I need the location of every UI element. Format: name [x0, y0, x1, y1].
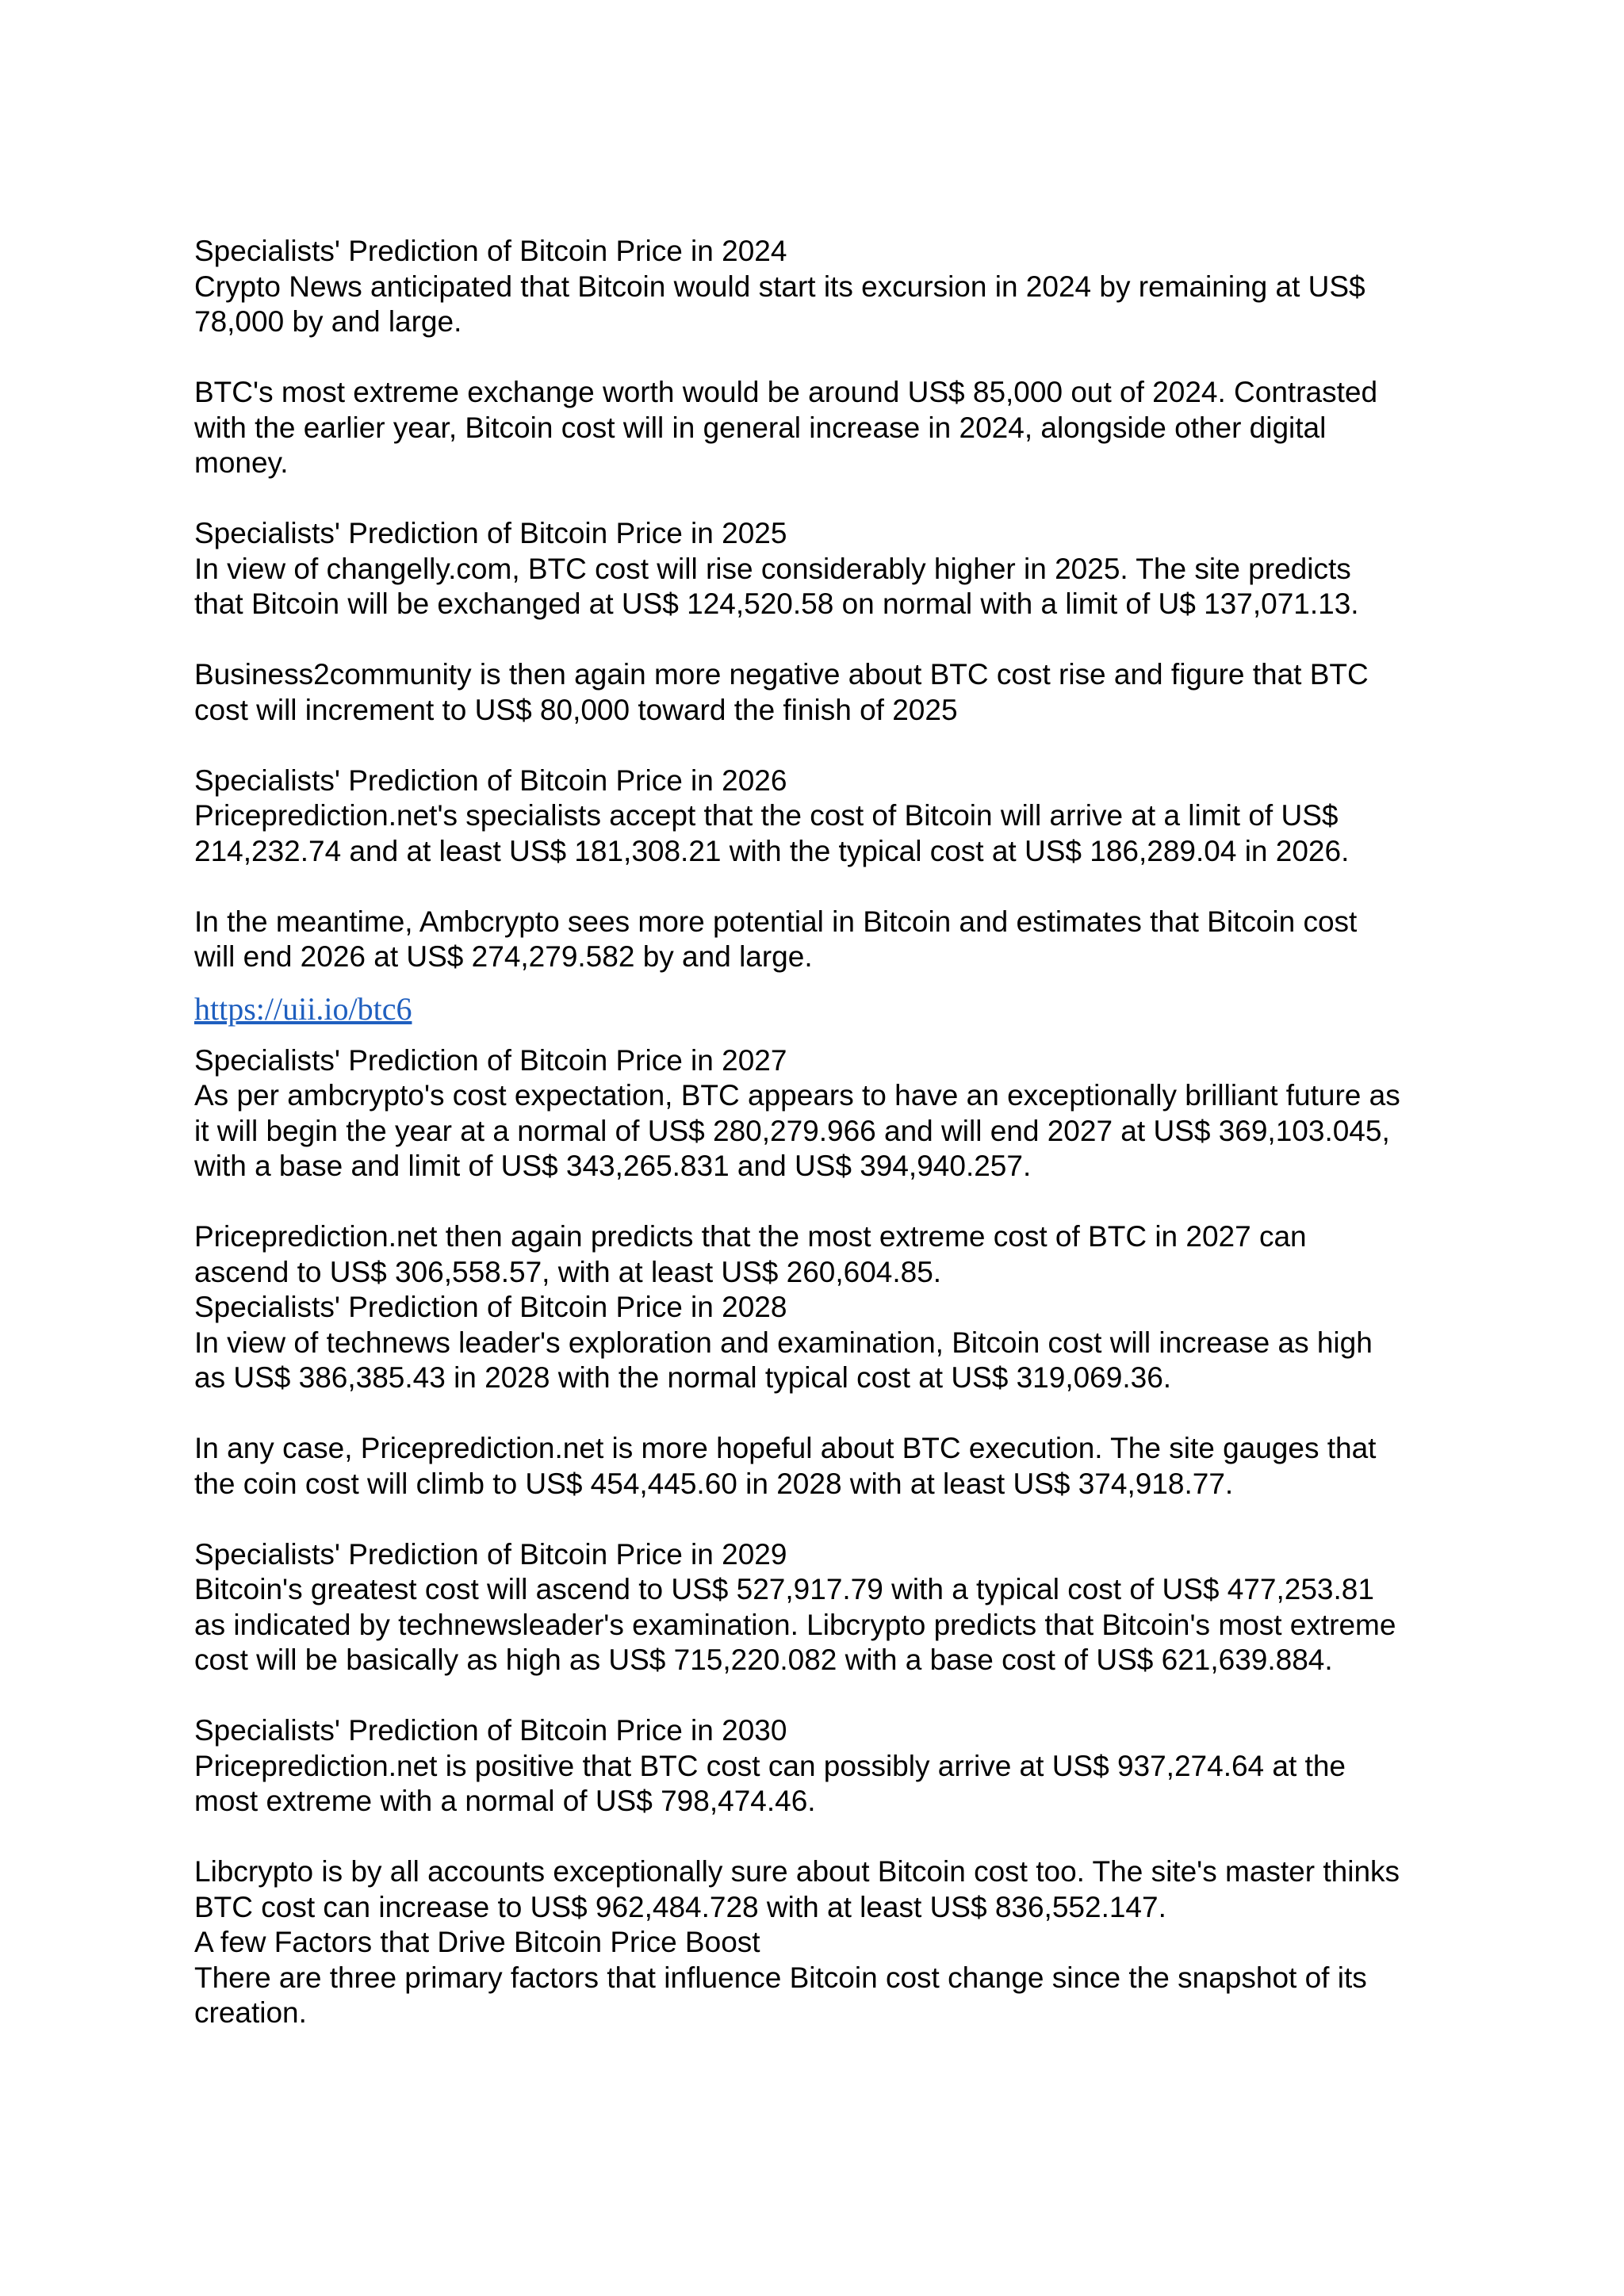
- paragraph-gap: [194, 1678, 1455, 1714]
- paragraph-gap: [194, 1820, 1455, 1855]
- text-line: Specialists' Prediction of Bitcoin Price in 2026: [194, 763, 787, 797]
- text-line: As per ambcrypto's cost expectation, BTC appears to have an exceptionally brilliant future as: [194, 1079, 1400, 1112]
- text-line: Bitcoin's greatest cost will ascend to US$ 527,917.79 with a typical cost of US$ 477,253.81: [194, 1573, 1374, 1605]
- text-line: ascend to US$ 306,558.57, with at least US$ 260,604.85.: [194, 1255, 942, 1288]
- text-line: it will begin the year at a normal of US$ 280,279.966 and will end 2027 at US$ 369,103.045,: [194, 1114, 1390, 1147]
- paragraph-gap: [194, 1396, 1455, 1432]
- paragraph-gap: [194, 622, 1455, 658]
- text-line: the coin cost will climb to US$ 454,445.60 in 2028 with at least US$ 374,918.77.: [194, 1467, 1234, 1500]
- text-line: Priceprediction.net is positive that BTC cost can possibly arrive at US$ 937,274.64 at the: [194, 1749, 1346, 1782]
- text-line: Libcrypto is by all accounts exceptionally sure about Bitcoin cost too. The site's master thinks: [194, 1855, 1400, 1888]
- document-body-top: [194, 234, 1455, 975]
- text-line: Specialists' Prediction of Bitcoin Price in 2025: [194, 517, 787, 549]
- link-line: [194, 975, 1455, 1043]
- paragraph-gap: [194, 728, 1455, 763]
- document-body-bottom: [194, 1043, 1455, 2031]
- text-line: with the earlier year, Bitcoin cost will in general increase in 2024, alongside other digital: [194, 411, 1327, 444]
- text-line: There are three primary factors that influence Bitcoin cost change since the snapshot of its: [194, 1961, 1367, 1994]
- text-line: A few Factors that Drive Bitcoin Price Boost: [194, 1926, 760, 1958]
- text-line: Specialists' Prediction of Bitcoin Price in 2024: [194, 235, 787, 267]
- text-line: Crypto News anticipated that Bitcoin would start its excursion in 2024 by remaining at US$: [194, 270, 1365, 303]
- text-line: cost will increment to US$ 80,000 toward the finish of 2025: [194, 693, 958, 726]
- text-line: BTC cost can increase to US$ 962,484.728 with at least US$ 836,552.147.: [194, 1890, 1166, 1923]
- text-line: Specialists' Prediction of Bitcoin Price in 2030: [194, 1714, 787, 1747]
- text-line: In any case, Priceprediction.net is more hopeful about BTC execution. The site gauges that: [194, 1432, 1377, 1464]
- text-line: with a base and limit of US$ 343,265.831 and US$ 394,940.257.: [194, 1150, 1032, 1182]
- text-line: Specialists' Prediction of Bitcoin Price in 2027: [194, 1043, 787, 1077]
- text-line: Priceprediction.net then again predicts that the most extreme cost of BTC in 2027 can: [194, 1220, 1307, 1253]
- text-line: Business2community is then again more negative about BTC cost rise and figure that BTC: [194, 658, 1369, 691]
- text-line: as US$ 386,385.43 in 2028 with the normal typical cost at US$ 319,069.36.: [194, 1361, 1172, 1394]
- text-line: In the meantime, Ambcrypto sees more potential in Bitcoin and estimates that Bitcoin cost: [194, 905, 1358, 938]
- paragraph-gap: [194, 481, 1455, 517]
- paragraph-gap: [194, 1502, 1455, 1537]
- text-line: 78,000 by and large.: [194, 305, 462, 338]
- text-line: BTC's most extreme exchange worth would be around US$ 85,000 out of 2024. Contrasted: [194, 376, 1378, 408]
- text-line: cost will be basically as high as US$ 715,220.082 with a base cost of US$ 621,639.884.: [194, 1644, 1333, 1676]
- text-line: Specialists' Prediction of Bitcoin Price in 2029: [194, 1537, 787, 1571]
- text-line: will end 2026 at US$ 274,279.582 by and large.: [194, 940, 813, 973]
- document-page: [194, 234, 1455, 2031]
- text-line: Priceprediction.net's specialists accept that the cost of Bitcoin will arrive at a limit of US$: [194, 799, 1339, 832]
- paragraph-gap: [194, 340, 1455, 376]
- btc-link[interactable]: https://uii.io/btc6: [194, 990, 412, 1027]
- text-line: most extreme with a normal of US$ 798,474.46.: [194, 1785, 816, 1817]
- text-line: that Bitcoin will be exchanged at US$ 124,520.58 on normal with a limit of U$ 137,071.13.: [194, 587, 1359, 620]
- text-line: creation.: [194, 1996, 307, 2029]
- text-line: In view of changelly.com, BTC cost will rise considerably higher in 2025. The site predicts: [194, 552, 1351, 585]
- paragraph-gap: [194, 869, 1455, 905]
- paragraph-gap: [194, 1184, 1455, 1220]
- text-line: In view of technews leader's exploration and examination, Bitcoin cost will increase as high: [194, 1326, 1373, 1359]
- text-line: Specialists' Prediction of Bitcoin Price in 2028: [194, 1291, 787, 1323]
- text-line: money.: [194, 446, 289, 479]
- text-line: as indicated by technewsleader's examination. Libcrypto predicts that Bitcoin's most extreme: [194, 1608, 1396, 1641]
- text-line: 214,232.74 and at least US$ 181,308.21 with the typical cost at US$ 186,289.04 in 2026.: [194, 834, 1350, 867]
